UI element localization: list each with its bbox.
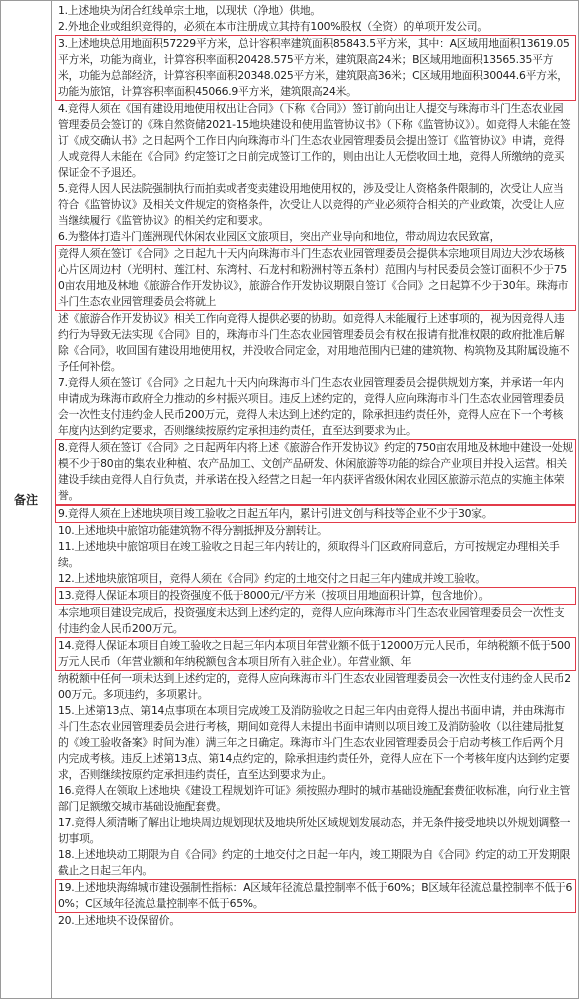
remark-item: 本宗地项目建设完成后，投资强度未达到上述约定的，竞得人应向珠海市斗门生态农业园管理委员会一次性支付违约金人民币200万元。 — [58, 606, 565, 635]
highlighted-remark-item: 竞得人须在签订《合同》之日起九十天内向珠海市斗门生态农业园管理委员会提供本宗地项目周边大沙农场核心片区周边村（光明村、莲江村、东湾村、石龙村和粉洲村等五条村）范围内与村民委员会签订面积不少于750亩农用地及林地《旅游合作开发协议》，旅游合作开发协议期限自签订《合同》之日起算不少于30年。珠海市斗门生态农业园管理委员会将就上 — [55, 245, 576, 311]
remark-item: 5.竞得人因人民法院强制执行而拍卖或者变卖建设用地使用权的，涉及受让人资格条件限制的，次受让人应当符合《监管协议》及相关文件规定的资格条件，次受让人以竞得的产业必须符合相关的产业政策，次受让人应当继续履行《监管协议》的相关约定和要求。 — [58, 182, 565, 227]
remark-item: 11.上述地块中旅馆项目在竣工验收之日起三年内转让的，须取得斗门区政府同意后，方可按规定办理相关手续。 — [58, 540, 560, 569]
remark-item: 7.竞得人须在签订《合同》之日起九十天内向珠海市斗门生态农业园管理委员会提供规划方案，并承诺一年内申请成为珠海市政府全力推动的乡村振兴项目。违反上述约定的，竞得人应向珠海市斗门生态农业园管理委员会一次性支付违约金人民币200万元，竞得人未达到上述约定的，除承担违约责任外，竞得人应在下一个考核年度内达到约定要求，否则继续按原约定承担违约责任，直至达到要求为止。 — [58, 376, 565, 437]
highlighted-remark-item: 3.上述地块总用地面积57229平方米，总计容积率建筑面积85843.5平方米，其中：A区域用地面积13619.05平方米，功能为商业，计算容积率面积20428.575平方米，建筑限高24米；B区域用地面积13565.35平方米，功能为总部经济，计算容积率面积20348.025平方米，建筑限高36米；C区域用地面积30044.6平方米，功能为旅馆，计算容积率面积45066.9平方米，建筑限高24米。 — [55, 35, 576, 101]
remark-item: 1.上述地块为闭合红线单宗土地，以现状（净地）供地。 — [58, 4, 321, 17]
remark-item: 2.外地企业或组织竞得的，必须在本市注册成立其持有100%股权（全资）的单项开发公司。 — [58, 20, 488, 33]
remark-item: 18.上述地块动工期限为自《合同》约定的土地交付之日起一年内，竣工期限为自《合同》约定的动工开发期限截止之日起三年内。 — [58, 848, 571, 877]
remark-item: 10.上述地块中旅馆功能建筑物不得分割抵押及分割转让。 — [58, 524, 328, 537]
highlighted-remark-item: 14.竞得人保证本项目自竣工验收之日起三年内本项目年营业额不低于12000万元人民币，年纳税额不低于500万元人民币（年营业额和年纳税额包含本项目所有入驻企业）。年营业额、年 — [55, 637, 576, 671]
remark-item: 6.为整体打造斗门莲洲现代休闲农业园区文旅项目，突出产业导向和地位，带动周边农民致富， — [58, 230, 501, 243]
remark-item: 12.上述地块旅馆项目，竞得人须在《合同》约定的土地交付之日起三年内建成并竣工验收。 — [58, 572, 486, 585]
remark-item: 17.竞得人须清晰了解出让地块周边规划现状及地块所处区域规划发展动态，并无条件接受地块以外规划调整一切事项。 — [58, 816, 571, 845]
highlighted-remark-item: 9.竞得人须在上述地块项目竣工验收之日起五年内，累计引进文创与科技等企业不少于30家。 — [55, 505, 576, 523]
remark-item: 16.竞得人在领取上述地块《建设工程规划许可证》须按照办理时的城市基础设施配套费征收标准，向行业主管部门足额缴交城市基础设施配套费。 — [58, 784, 571, 813]
remarks-content — [52, 1, 579, 998]
highlighted-remark-item: 8.竞得人须在签订《合同》之日起两年内将上述《旅游合作开发协议》约定的750亩农用地及林地中建设一处规模不少于80亩的集农业种植、农产品加工、文创产品研发、休闲旅游等功能的综合产业项目并投入运营。相关建设手续由竞得人自行负责，并承诺在投入经营之日起一年内获评省级休闲农业园区旅游示范点的实施主体荣誉。 — [55, 439, 576, 505]
label-text: 备注 — [13, 493, 38, 507]
highlighted-remark-item: 13.竞得人保证本项目的投资强度不低于8000元/平方米（按项目用地面积计算，包含地价）。 — [55, 587, 576, 605]
highlighted-remark-item: 19.上述地块海绵城市建设强制性指标：A区域年径流总量控制率不低于60%；B区域年径流总量控制率不低于60%；C区域年径流总量控制率不低于65%。 — [55, 879, 576, 913]
remark-item: 20.上述地块不设保留价。 — [58, 914, 180, 927]
label-cell — [1, 1, 52, 998]
remark-item: 述《旅游合作开发协议》相关工作向竞得人提供必要的协助。如竞得人未能履行上述事项的，视为因竞得人违约行为导致无法实现《合同》目的，珠海市斗门生态农业园管理委员会有权在报请有批准权限的政府批准后解除《合同》，收回国有建设用地使用权，并没收合同定金，对用地范围内已建的建筑物、构筑物及其附属设施不予任何补偿。 — [58, 312, 570, 373]
remark-item: 纳税额中任何一项未达到上述约定的，竞得人应向珠海市斗门生态农业园管理委员会一次性支付违约金人民币200万元。多项违约，多项累计。 — [58, 672, 571, 701]
remark-item: 15.上述第13点、第14点事项在本项目完成竣工及消防验收之日起三年内由竞得人提出书面申请，并由珠海市斗门生态农业园管理委员会进行考核，期间如竞得人未提出书面申请则以项目竣工及消防验收（以往建局批复的《竣工验收备案》时间为准）满三年之日确定。珠海市斗门生态农业园管理委员会于启动考核工作后两个月内完成考核。违反上述第13点、第14点约定的，除承担违约责任外，竞得人应在下一个考核年度内达到约定要求，否则继续按原约定承担违约责任，直至达到要求为止。 — [58, 704, 570, 781]
remark-item: 4.竞得人须在《国有建设用地使用权出让合同》（下称《合同》）签订前向出让人提交与珠海市斗门生态农业园管理委员会签订的《珠自然资储2021-15地块建设和使用监管协议书》（下称《监管协议》）。如竞得人未能在签订《成交确认书》之日起两个工作日内向珠海市斗门生态农业园管理委员会提出签订《监管协议》申请，竞得人或竞得人未能在《合同》约定签订之日前完成签订工作的，则由出让人无偿收回土地，竞得人所缴纳的竞买保证金不予退还。 — [58, 102, 571, 179]
